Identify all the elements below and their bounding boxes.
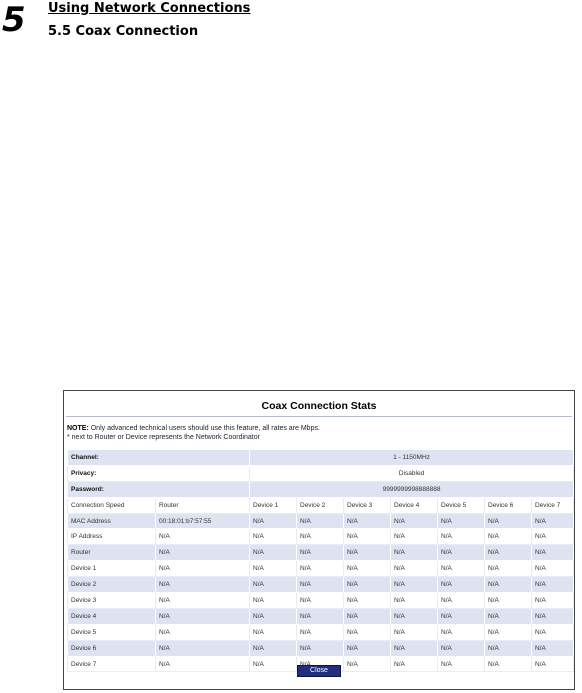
- table-cell: N/A: [250, 608, 297, 624]
- table-cell: N/A: [156, 640, 250, 656]
- table-cell: N/A: [438, 640, 485, 656]
- note-line2: * next to Router or Device represents the Network Coordinator: [67, 433, 260, 441]
- table-cell: N/A: [344, 656, 391, 672]
- table-cell: N/A: [297, 593, 344, 609]
- table-cell: N/A: [344, 593, 391, 609]
- table-cell: N/A: [532, 624, 574, 640]
- row-label: Device 2: [68, 577, 156, 593]
- table-cell: N/A: [297, 577, 344, 593]
- row-label: Device 3: [68, 593, 156, 609]
- table-cell: N/A: [391, 608, 438, 624]
- table-cell: N/A: [297, 608, 344, 624]
- close-button[interactable]: Close: [297, 665, 341, 677]
- note-body: Only advanced technical users should use this feature, all rates are Mbps.: [88, 425, 320, 432]
- table-cell: N/A: [391, 545, 438, 561]
- table-cell: N/A: [156, 608, 250, 624]
- table-row: [68, 624, 574, 640]
- title-divider: [66, 416, 572, 417]
- table-cell: N/A: [532, 656, 574, 672]
- table-cell: N/A: [250, 513, 297, 529]
- table-cell: N/A: [438, 608, 485, 624]
- table-cell: N/A: [438, 656, 485, 672]
- table-cell: N/A: [156, 561, 250, 577]
- table-cell: N/A: [156, 545, 250, 561]
- table-cell: N/A: [532, 545, 574, 561]
- table-cell: N/A: [250, 656, 297, 672]
- table-cell: N/A: [532, 593, 574, 609]
- table-cell: N/A: [344, 577, 391, 593]
- column-header-row: [68, 497, 574, 513]
- table-cell: 00:18:01:b7:57:55: [156, 513, 250, 529]
- row-label: Device 1: [68, 561, 156, 577]
- table-cell: N/A: [156, 593, 250, 609]
- row-label: Device 7: [68, 656, 156, 672]
- table-cell: N/A: [485, 624, 532, 640]
- table-cell: N/A: [391, 593, 438, 609]
- table-cell: N/A: [485, 656, 532, 672]
- table-cell: N/A: [297, 561, 344, 577]
- table-cell: N/A: [438, 577, 485, 593]
- column-header: Device 7: [532, 497, 574, 513]
- stats-table: [67, 449, 574, 672]
- column-header: Router: [156, 497, 250, 513]
- table-row: [68, 529, 574, 545]
- table-cell: N/A: [250, 545, 297, 561]
- table-cell: N/A: [297, 513, 344, 529]
- section-title: 5.5 Coax Connection: [48, 24, 199, 39]
- table-cell: N/A: [156, 529, 250, 545]
- table-cell: N/A: [250, 624, 297, 640]
- table-cell: N/A: [438, 545, 485, 561]
- table-cell: N/A: [250, 593, 297, 609]
- table-cell: N/A: [250, 640, 297, 656]
- row-label: MAC Address: [68, 513, 156, 529]
- table-cell: N/A: [485, 545, 532, 561]
- coax-stats-panel: [63, 390, 575, 690]
- table-row: [68, 513, 574, 529]
- table-cell: N/A: [485, 640, 532, 656]
- table-row: [68, 640, 574, 656]
- note-text: [67, 425, 572, 442]
- table-cell: N/A: [485, 593, 532, 609]
- table-cell: N/A: [250, 577, 297, 593]
- table-cell: N/A: [156, 624, 250, 640]
- table-cell: N/A: [156, 577, 250, 593]
- column-header: Device 5: [438, 497, 485, 513]
- table-cell: N/A: [438, 593, 485, 609]
- table-cell: N/A: [344, 545, 391, 561]
- table-cell: N/A: [438, 513, 485, 529]
- table-cell: N/A: [344, 640, 391, 656]
- password-row: [68, 481, 574, 497]
- column-header: Device 4: [391, 497, 438, 513]
- row-label: Device 4: [68, 608, 156, 624]
- table-cell: N/A: [344, 513, 391, 529]
- column-header: Device 3: [344, 497, 391, 513]
- table-cell: N/A: [391, 640, 438, 656]
- table-cell: N/A: [297, 545, 344, 561]
- table-cell: N/A: [485, 529, 532, 545]
- privacy-label: Privacy:: [68, 465, 250, 481]
- column-header: Device 1: [250, 497, 297, 513]
- table-cell: N/A: [485, 608, 532, 624]
- table-row: [68, 608, 574, 624]
- table-cell: N/A: [391, 513, 438, 529]
- table-cell: N/A: [532, 529, 574, 545]
- table-cell: N/A: [532, 608, 574, 624]
- table-row: [68, 545, 574, 561]
- privacy-row: [68, 465, 574, 481]
- column-header: Device 6: [485, 497, 532, 513]
- table-cell: N/A: [532, 577, 574, 593]
- table-row: [68, 577, 574, 593]
- channel-row: [68, 450, 574, 466]
- table-cell: N/A: [438, 624, 485, 640]
- row-label: Device 6: [68, 640, 156, 656]
- password-value: 9999999998888888: [250, 481, 574, 497]
- channel-label: Channel:: [68, 450, 250, 466]
- table-cell: N/A: [485, 561, 532, 577]
- table-cell: N/A: [391, 529, 438, 545]
- row-label: Device 5: [68, 624, 156, 640]
- table-cell: N/A: [532, 640, 574, 656]
- table-cell: N/A: [297, 529, 344, 545]
- table-cell: N/A: [156, 656, 250, 672]
- table-cell: N/A: [250, 561, 297, 577]
- password-label: Password:: [68, 481, 250, 497]
- column-header: Connection Speed: [68, 497, 156, 513]
- table-cell: N/A: [391, 561, 438, 577]
- chapter-title: Using Network Connections: [48, 1, 251, 16]
- table-cell: N/A: [485, 577, 532, 593]
- row-label: Router: [68, 545, 156, 561]
- table-cell: N/A: [344, 624, 391, 640]
- table-row: [68, 593, 574, 609]
- table-cell: N/A: [391, 656, 438, 672]
- table-cell: N/A: [391, 577, 438, 593]
- table-cell: N/A: [485, 513, 532, 529]
- table-cell: N/A: [438, 561, 485, 577]
- table-cell: N/A: [344, 529, 391, 545]
- table-cell: N/A: [532, 561, 574, 577]
- table-cell: N/A: [250, 529, 297, 545]
- chapter-number: 5: [2, 0, 26, 40]
- table-cell: N/A: [438, 529, 485, 545]
- channel-value: 1 - 1150MHz: [250, 450, 574, 466]
- table-cell: N/A: [532, 513, 574, 529]
- column-header: Device 2: [297, 497, 344, 513]
- table-cell: N/A: [297, 640, 344, 656]
- table-cell: N/A: [344, 561, 391, 577]
- table-cell: N/A: [344, 608, 391, 624]
- table-cell: N/A: [297, 624, 344, 640]
- table-cell: N/A: [391, 624, 438, 640]
- note-label: NOTE:: [67, 425, 89, 432]
- panel-title: Coax Connection Stats: [261, 400, 377, 412]
- table-row: [68, 561, 574, 577]
- privacy-value: Disabled: [250, 465, 574, 481]
- row-label: IP Address: [68, 529, 156, 545]
